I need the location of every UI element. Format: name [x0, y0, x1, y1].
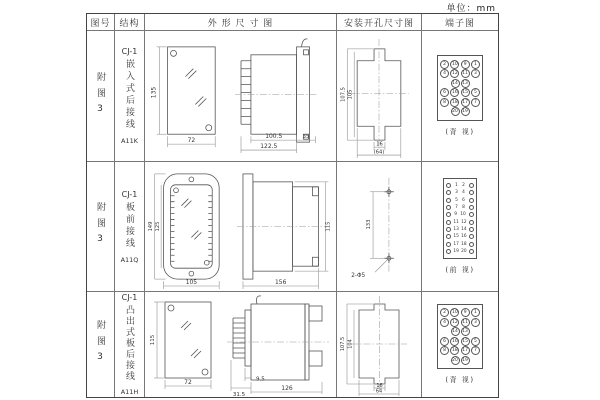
- terminal-pin: 19: [462, 109, 468, 115]
- terminal-pin: [446, 220, 451, 225]
- terminal-pin: 4: [440, 318, 449, 327]
- terminal-pin: [469, 198, 474, 203]
- terminal-pin: 7: [471, 98, 480, 107]
- dim-span-width: (64): [373, 149, 384, 156]
- mount-drawing-row1: [337, 31, 422, 162]
- terminal-row: [446, 182, 474, 189]
- terminal-pin: [446, 198, 451, 203]
- terminal-pin: 17: [462, 348, 469, 354]
- dim-tab-width: 16: [375, 141, 383, 148]
- terminal-pin: 11: [462, 71, 469, 77]
- terminal-row: [440, 88, 480, 97]
- terminal-pin: [469, 183, 474, 188]
- terminal-number: 15: [453, 234, 459, 240]
- terminal-cell-row2: [422, 162, 498, 292]
- terminal-pin: 8: [440, 346, 449, 355]
- structure-desc: 板前接线: [124, 201, 134, 250]
- terminal-row: [440, 356, 480, 365]
- terminal-pin: [469, 234, 474, 239]
- terminal-pin: 5: [471, 337, 480, 346]
- terminal-pin: 3: [471, 69, 480, 78]
- header-outline-dims: 外 形 尺 寸 图: [145, 14, 337, 31]
- terminal-pin: 12: [451, 319, 458, 325]
- terminal-pin: 2: [440, 60, 449, 69]
- terminal-pin: [469, 190, 474, 195]
- terminal-row: [440, 327, 480, 336]
- hatch-mark: [181, 321, 191, 330]
- structure-desc: 嵌入式后接线: [124, 59, 134, 131]
- figure-no-row2: 附图3: [87, 162, 115, 292]
- terminal-pin: 10: [451, 61, 458, 67]
- dim-hole-pitch: 133: [365, 219, 372, 230]
- dim-inner-height: 105: [347, 89, 354, 100]
- terminal-pin: [469, 227, 474, 232]
- dim-outer-height: 107.5: [339, 87, 346, 102]
- model-label: A11K: [121, 137, 138, 145]
- model-label: A11H: [120, 388, 139, 396]
- header-terminal: 端子图: [422, 14, 498, 31]
- terminal-pin: 14: [452, 329, 458, 335]
- terminal-pin: [446, 183, 451, 188]
- terminal-pin: 20: [452, 357, 458, 363]
- latch-hook: [301, 39, 307, 47]
- terminal-number: 10: [460, 212, 466, 218]
- mount-drawing-row3-svg: [337, 292, 422, 397]
- hatch-mark: [195, 96, 206, 106]
- terminal-row: [446, 189, 474, 196]
- terminal-pin: 18: [451, 99, 458, 105]
- terminal-number: 6: [462, 197, 465, 203]
- hatch-mark: [191, 230, 201, 239]
- terminal-number: 9: [454, 212, 457, 218]
- dim-body-depth: 100.5: [264, 133, 282, 141]
- pin-comb: [170, 196, 174, 261]
- terminal-row: [440, 98, 480, 107]
- terminal-pin: [446, 242, 451, 247]
- header-structure: 结构: [115, 14, 145, 31]
- terminal-row: [446, 226, 474, 233]
- terminal-number: 5: [455, 197, 458, 203]
- terminal-pin: [446, 227, 451, 232]
- terminal-pin: 6: [440, 337, 449, 346]
- terminal-number: 17: [453, 241, 459, 247]
- mount-drawing-row1-svg: [337, 31, 422, 161]
- terminal-row: [440, 318, 480, 327]
- pin-comb: [241, 61, 251, 125]
- terminal-pin: 3: [471, 318, 480, 327]
- dim-inner-height: 104: [347, 339, 353, 349]
- terminal-pin: 13: [462, 329, 468, 335]
- dim-height: 135: [150, 86, 158, 99]
- terminal-pin: 15: [462, 338, 469, 344]
- terminal-pin: 9: [461, 308, 470, 317]
- terminal-pin: 11: [462, 319, 469, 325]
- terminal-row: [440, 337, 480, 346]
- terminal-row: [440, 107, 480, 116]
- terminal-pin: 7: [471, 346, 480, 355]
- dim-outer-height: 149: [147, 221, 154, 232]
- terminal-pin: 16: [451, 338, 458, 344]
- outline-drawing-row2: [145, 162, 337, 292]
- terminal-number: 11: [453, 219, 459, 225]
- terminal-pin: 13: [462, 80, 468, 86]
- terminal-row: [440, 346, 480, 355]
- latch-hook: [256, 296, 261, 304]
- terminal-row: [440, 79, 480, 88]
- terminal-number: 19: [453, 249, 459, 255]
- terminal-pin: [469, 249, 474, 254]
- terminal-row: [446, 204, 474, 211]
- terminal-pin: [446, 205, 451, 210]
- dim-body-depth: 126: [280, 385, 293, 392]
- dim-outer-height: 107.5: [339, 336, 346, 352]
- dim-side-height: 115: [324, 221, 331, 232]
- terminal-number: 13: [453, 227, 459, 233]
- mount-drawing-row3: [337, 292, 422, 397]
- dim-pin-depth: 31.5: [232, 392, 245, 397]
- figure-no-row3: 附图3: [87, 292, 115, 397]
- terminal-number: 3: [455, 190, 458, 196]
- figure-no-row1: 附图3: [87, 31, 115, 162]
- unit-label: 单位：mm: [446, 4, 496, 14]
- terminal-pin: [469, 242, 474, 247]
- header-mount-dims: 安装开孔尺寸图: [337, 14, 422, 31]
- spec-table: [86, 13, 499, 398]
- terminal-view-caption: (前 视): [445, 266, 475, 275]
- terminal-pin: 1: [471, 308, 480, 317]
- terminal-cell-row1: [422, 31, 498, 162]
- dim-span-width: 64: [375, 388, 382, 395]
- dim-depth: 156: [274, 279, 286, 287]
- structure-row1: [115, 31, 145, 162]
- terminal-pin: [446, 249, 451, 254]
- model-label: A11Q: [120, 255, 139, 264]
- terminal-pin: [469, 212, 474, 217]
- terminal-number: 7: [455, 204, 458, 210]
- terminal-row: [440, 308, 480, 317]
- terminal-pin: 9: [461, 60, 470, 69]
- terminal-pin: 18: [451, 348, 458, 354]
- pin-comb: [208, 196, 212, 261]
- hatch-mark: [181, 199, 191, 208]
- terminal-pin: 20: [452, 109, 458, 115]
- dim-tab-width: 16: [375, 383, 383, 389]
- terminal-pin: 4: [440, 69, 449, 78]
- terminal-number: 20: [461, 249, 467, 255]
- series-label: CJ-1: [121, 189, 138, 199]
- header-figure-no: 图号: [87, 14, 115, 31]
- terminal-pin: 16: [451, 90, 458, 96]
- terminal-pin: 14: [452, 80, 458, 86]
- terminal-pin: 8: [440, 98, 449, 107]
- terminal-number: 2: [462, 182, 465, 188]
- outline-drawing-row2-svg: [145, 162, 337, 291]
- terminal-pin: 2: [440, 308, 449, 317]
- terminal-pin: 12: [451, 71, 458, 77]
- dim-width: 72: [187, 137, 195, 145]
- structure-desc: 凸出式板后接线: [124, 305, 134, 382]
- terminal-number: 12: [461, 219, 467, 225]
- terminal-diagram: [443, 178, 477, 260]
- terminal-pin: [446, 212, 451, 217]
- dim-width: 105: [185, 279, 197, 287]
- terminal-number: 18: [461, 241, 467, 247]
- terminal-row: [440, 69, 480, 78]
- terminal-row: [446, 196, 474, 203]
- dim-hole-spec: 2-Φ5: [350, 273, 365, 280]
- dim-width: 72: [183, 379, 192, 386]
- dim-flange-depth: 35: [302, 134, 309, 141]
- terminal-cell-row3: [422, 292, 498, 397]
- terminal-pin: 1: [471, 60, 480, 69]
- dim-total-depth: 122.5: [259, 143, 277, 151]
- terminal-view-caption: (背 视): [445, 127, 475, 136]
- terminal-row: [446, 211, 474, 218]
- mount-drawing-row2: [337, 162, 422, 292]
- terminal-row: [446, 248, 474, 255]
- outline-drawing-row3: [145, 292, 337, 397]
- terminal-row: [446, 219, 474, 226]
- terminal-pin: 6: [440, 88, 449, 97]
- terminal-pin: 15: [462, 90, 469, 96]
- hatch-mark: [191, 349, 201, 358]
- terminal-pin: 5: [471, 88, 480, 97]
- hatch-mark: [185, 69, 196, 79]
- terminal-pin: [469, 220, 474, 225]
- series-label: CJ-1: [121, 293, 138, 302]
- terminal-number: 16: [461, 234, 467, 240]
- outline-drawing-row1-svg: [145, 31, 337, 161]
- terminal-diagram: [437, 304, 483, 370]
- dim-step-depth: 9.5: [255, 376, 265, 383]
- mount-drawing-row2-svg: [337, 162, 422, 291]
- outline-drawing-row1: [145, 31, 337, 162]
- structure-row2: [115, 162, 145, 292]
- terminal-number: 14: [461, 227, 467, 233]
- terminal-pin: [446, 234, 451, 239]
- terminal-row: [440, 60, 480, 69]
- terminal-pin: 10: [451, 310, 458, 316]
- terminal-view-caption: (背 视): [445, 376, 475, 385]
- terminal-pin: 19: [462, 357, 468, 363]
- outline-drawing-row3-svg: [145, 292, 337, 397]
- dim-inner-height: 125: [154, 221, 161, 232]
- dim-height: 115: [149, 334, 156, 346]
- terminal-number: 4: [462, 190, 465, 196]
- structure-row3: [115, 292, 145, 397]
- terminal-pin: [446, 190, 451, 195]
- terminal-number: 8: [462, 204, 465, 210]
- terminal-pin: [469, 205, 474, 210]
- terminal-row: [446, 233, 474, 240]
- terminal-row: [446, 241, 474, 248]
- series-label: CJ-1: [121, 47, 138, 56]
- pin-comb: [233, 318, 245, 358]
- terminal-diagram: [437, 55, 483, 121]
- terminal-number: 1: [455, 182, 458, 188]
- terminal-pin: 17: [462, 99, 469, 105]
